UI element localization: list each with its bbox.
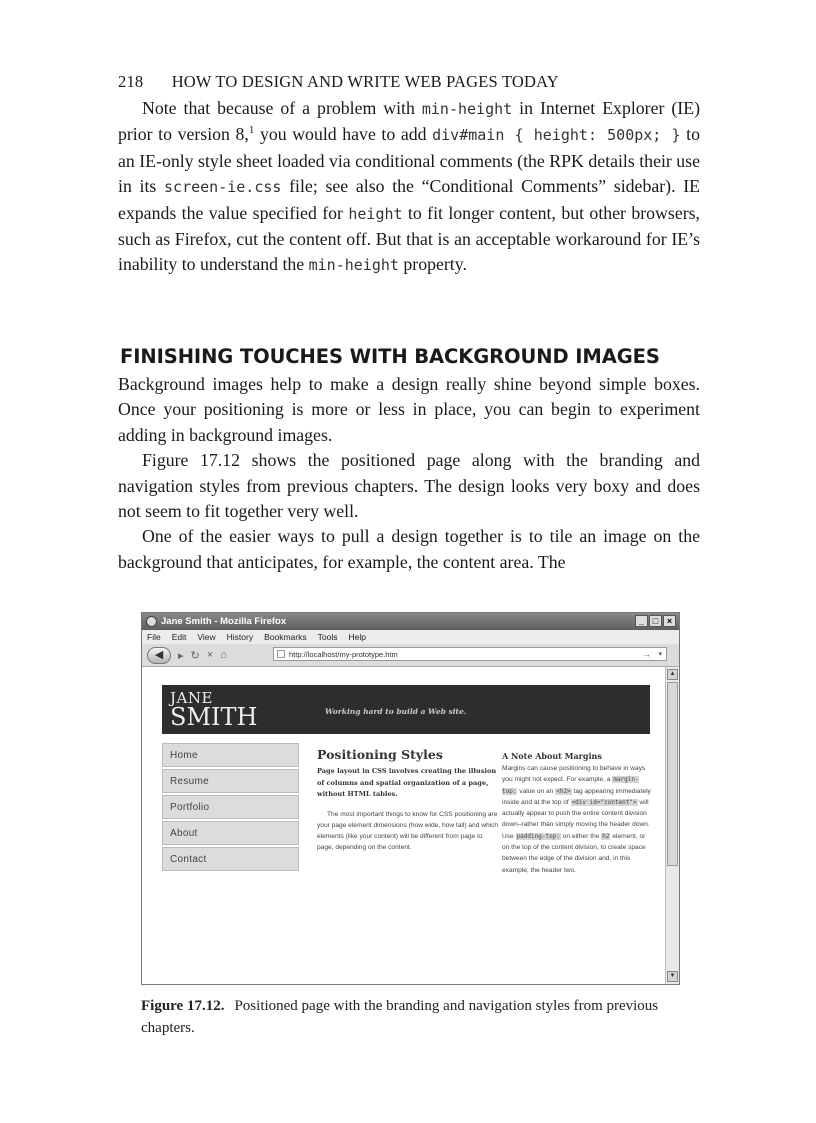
menu-help[interactable]: Help xyxy=(348,632,366,642)
firefox-icon xyxy=(146,616,157,627)
forward-icon[interactable]: ▸ xyxy=(178,649,184,662)
text: on either the xyxy=(560,832,602,840)
nav-portfolio[interactable]: Portfolio xyxy=(162,795,299,819)
figure-caption xyxy=(141,996,701,1039)
code: padding-top: xyxy=(516,832,560,840)
code: h2 xyxy=(602,832,610,840)
sidebar-column xyxy=(502,751,652,876)
menu-file[interactable]: File xyxy=(147,632,161,642)
nav-home[interactable]: Home xyxy=(162,743,299,767)
navigation-toolbar xyxy=(142,644,679,667)
text: in Internet Explorer (IE) prior to version 8, xyxy=(118,98,701,145)
code: screen-ie.css xyxy=(164,178,282,197)
back-icon[interactable]: ◀ xyxy=(147,647,171,664)
nav-contact[interactable]: Contact xyxy=(162,847,299,871)
body-paragraphs xyxy=(118,372,700,575)
text: to an IE-only style sheet loaded via conditional comments (the RPK details their use in its xyxy=(118,124,700,197)
text: tag appearing immediately inside and at the top of xyxy=(502,787,651,806)
sidebar-heading: A Note About Margins xyxy=(502,751,602,761)
scroll-thumb[interactable] xyxy=(667,682,678,866)
url-text: http://localhost/my-prototype.htm xyxy=(289,650,398,659)
content-column xyxy=(317,747,499,854)
nav-resume[interactable]: Resume xyxy=(162,769,299,793)
menu-tools[interactable]: Tools xyxy=(317,632,338,642)
content-paragraph: The most important things to know for CSS positioning are your page element dimensions (how wide, how tall) and which elements (like your content) will be different from page to page, depending on the content. xyxy=(317,810,499,852)
paragraph: Background images help to make a design really shine beyond simple boxes. Once your positioning is more or less in place, you can begin to experiment adding in background images. xyxy=(118,374,700,445)
text: to fit longer content, but other browsers, such as Firefox, cut the content off. But that is an acceptable workaround for IE’s inability to understand the xyxy=(118,202,701,275)
code: div#main { height: 500px; } xyxy=(432,126,681,145)
lead-paragraph: Page layout in CSS involves creating the illusion of columns and spatial organization of a page, without HTML tables. xyxy=(317,767,497,798)
page-viewport xyxy=(142,667,664,984)
window-titlebar xyxy=(142,613,679,630)
reload-icon[interactable]: ↻ xyxy=(190,649,200,662)
brand-first-name: JANE xyxy=(170,689,213,707)
site-banner xyxy=(162,685,650,734)
paragraph: Figure 17.12 shows the positioned page along with the branding and navigation styles from previous chapters. The design looks very boxy and does not seem to fit together very well. xyxy=(118,450,700,522)
dropdown-icon[interactable]: ▾ xyxy=(658,651,662,658)
go-arrow-icon[interactable]: → xyxy=(643,650,651,659)
menu-history[interactable]: History xyxy=(226,632,254,642)
text: you would have to add xyxy=(254,124,433,145)
caption-label: Figure 17.12. xyxy=(141,998,225,1014)
text: will actually appear to push the entire content division down–rather than simply moving the header down. Use xyxy=(502,798,650,840)
close-icon[interactable]: × xyxy=(663,615,676,627)
text: Note that because of a problem with xyxy=(142,98,422,118)
code: <h2> xyxy=(556,787,571,795)
maximize-icon[interactable]: □ xyxy=(649,615,662,627)
scroll-up-icon[interactable]: ▲ xyxy=(667,669,678,680)
menu-view[interactable]: View xyxy=(197,632,216,642)
text: value on an xyxy=(517,787,556,795)
brand-last-name: SMITH xyxy=(170,703,258,731)
code: <div id="content"> xyxy=(571,798,637,806)
sidebar-paragraph xyxy=(502,763,652,876)
content-heading: Positioning Styles xyxy=(317,747,443,762)
stop-icon[interactable]: × xyxy=(206,649,214,661)
code: min-height xyxy=(421,100,513,118)
code: height xyxy=(348,204,403,223)
paragraph-note xyxy=(118,96,700,279)
code: min-height xyxy=(308,256,399,275)
menubar xyxy=(142,630,679,644)
site-nav xyxy=(162,743,299,873)
minimize-icon[interactable]: _ xyxy=(635,615,648,627)
running-title: HOW TO DESIGN AND WRITE WEB PAGES TODAY xyxy=(171,72,559,91)
scroll-down-icon[interactable]: ▼ xyxy=(667,971,678,982)
address-bar[interactable] xyxy=(273,647,667,661)
window-title: Jane Smith - Mozilla Firefox xyxy=(161,616,287,627)
page-number: 218 xyxy=(118,72,144,91)
figure-screenshot xyxy=(141,612,680,985)
menu-edit[interactable]: Edit xyxy=(171,632,187,642)
running-head xyxy=(118,72,559,92)
page-icon xyxy=(277,650,285,658)
paragraph: One of the easier ways to pull a design together is to tile an image on the background that anticipates, for example, the content area. The xyxy=(118,526,700,572)
footnote-ref: 1 xyxy=(248,124,255,137)
home-icon[interactable]: ⌂ xyxy=(220,649,227,661)
text: Margins can cause positioning to behave in ways you might not expect. For example, a xyxy=(502,765,646,784)
text: property. xyxy=(398,254,467,275)
vertical-scrollbar[interactable] xyxy=(665,667,679,984)
nav-about[interactable]: About xyxy=(162,821,299,845)
menu-bookmarks[interactable]: Bookmarks xyxy=(264,632,307,642)
section-heading: FINISHING TOUCHES WITH BACKGROUND IMAGES xyxy=(120,345,660,368)
text: file; see also the “Conditional Comments” sidebar). IE expands the value specified for xyxy=(118,176,700,223)
caption-text: Positioned page with the branding and navigation styles from previous chapters. xyxy=(141,998,659,1036)
tagline: Working hard to build a Web site. xyxy=(325,707,467,716)
text: element, or on the top of the content division, to create space between the edge of the division and, in this example, the header two. xyxy=(502,832,646,874)
code: margin-top: xyxy=(502,776,639,795)
